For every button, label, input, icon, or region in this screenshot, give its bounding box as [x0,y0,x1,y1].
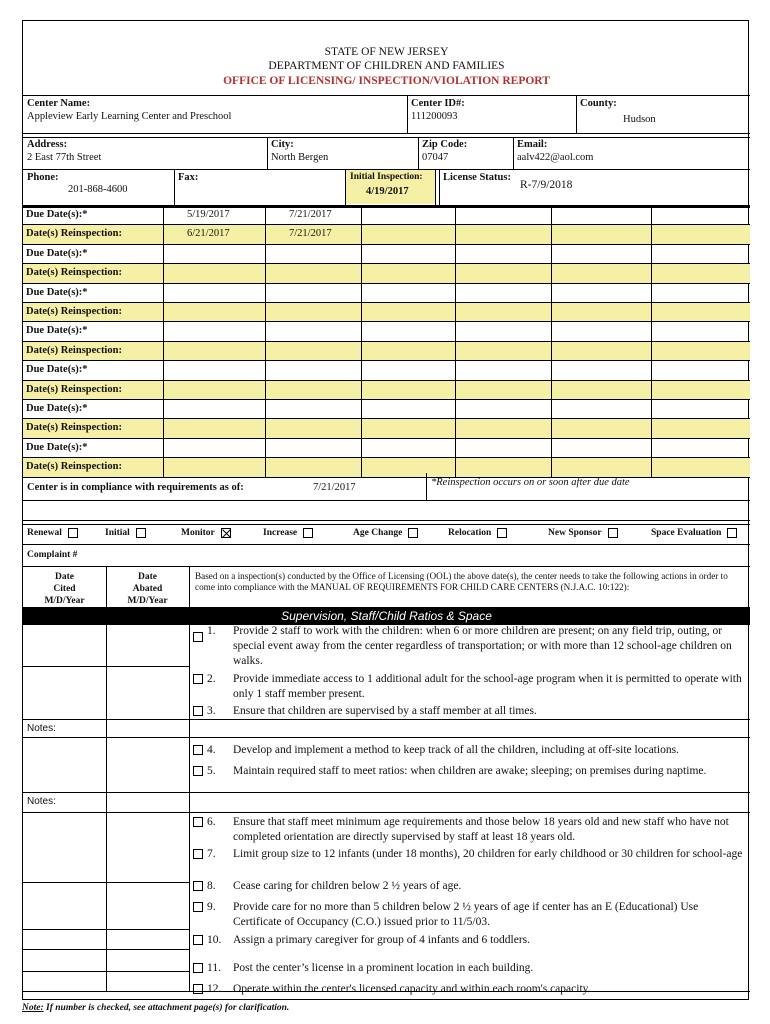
inspection-type-row [23,524,750,544]
type-initial [105,528,146,538]
item-number: 8. [207,880,216,892]
reinspection-row [23,224,750,243]
complaint-label: Complaint # [27,550,78,560]
phone-label: Phone: [27,172,59,183]
reinspection-label: Date(s) Reinspection: [26,461,122,473]
item-number: 12. [207,983,222,995]
checkbox-icon[interactable] [136,528,146,538]
section-title: Supervision, Staff/Child Ratios & Space [23,607,750,625]
type-label: Space Evaluation [651,528,722,539]
type-label: Renewal [27,528,62,539]
date-cell[interactable]: 6/21/2017 [187,228,230,240]
reinspection-row [23,263,750,282]
notes-label-1: Notes: [27,723,56,734]
checkbox-icon[interactable] [193,984,203,994]
due-date-row [23,244,750,263]
due-date-label: Due Date(s):* [26,325,88,337]
item-number: 7. [207,848,216,860]
checkbox-icon[interactable] [303,528,313,538]
checkbox-icon[interactable] [193,902,203,912]
reinspection-label: Date(s) Reinspection: [26,383,122,395]
date-abated-header: Date Abated M/D/Year [127,572,168,606]
notes-label-2: Notes: [27,796,56,807]
item-text: Cease caring for children below 2 ½ years of age. [233,880,462,892]
due-date-row [23,438,750,457]
due-date-row [23,321,750,340]
compliance-label: Center is in compliance with requirements as of: [27,482,244,493]
due-date-label: Due Date(s):* [26,209,88,220]
checkbox-icon[interactable] [193,963,203,973]
date-cell[interactable]: 5/19/2017 [187,209,230,220]
initial-inspection-date[interactable]: 4/19/2017 [366,186,409,197]
initial-inspection-label: Initial Inspection: [350,172,423,182]
header-department: DEPARTMENT OF CHILDREN AND FAMILIES [268,60,505,72]
checkbox-icon[interactable] [408,528,418,538]
type-space-evaluation [651,528,737,538]
header-report-title: OFFICE OF LICENSING/ INSPECTION/VIOLATION REPORT [223,75,550,87]
checkbox-icon[interactable] [68,528,78,538]
item-number: 6. [207,816,216,828]
item-text: Maintain required staff to meet ratios: when children are awake; sleeping; on premises during naptime. [233,765,707,777]
due-date-label: Due Date(s):* [26,364,88,376]
checkbox-icon[interactable] [193,745,203,755]
due-date-label: Due Date(s):* [26,441,88,453]
checkbox-icon[interactable] [193,674,203,684]
type-relocation [448,528,507,538]
reinspection-row [23,302,750,321]
type-label: Relocation [448,528,492,539]
report-form [22,20,749,1000]
checkbox-icon[interactable] [608,528,618,538]
item-text: Limit group size to 12 infants (under 18 months), 20 children for early childhood or 30 children for school-age [233,848,743,860]
checkbox-icon[interactable] [221,528,231,538]
center-name-label: Center Name: [27,98,91,109]
item-number: 9. [207,901,216,913]
date-cited-header: Date Cited M/D/Year [44,572,85,606]
inspection-intro: Based on a inspection(s) conducted by the Office of Licensing (OOL) the above date(s), the center needs to take the following actions in order to come into compliance with the MANUAL OF REQUIREMENTS FOR CHILD CARE CENTERS (N.J.A.C. 10:122): [195,571,728,592]
center-id-value[interactable]: 111200093 [411,111,458,122]
item-number: 11. [207,962,221,974]
city-value[interactable]: North Bergen [271,152,329,163]
item-text: Provide care for no more than 5 children below 2 ½ years of age if center has an E (Educational) Use Certificate of Occupancy (C.O.) issued prior to 11/5/03. [233,901,699,928]
type-age-change [353,528,418,538]
checkbox-icon[interactable] [497,528,507,538]
reinspection-row [23,418,750,437]
center-id-label: Center ID#: [411,98,465,109]
type-renewal [27,528,78,538]
due-date-row [23,399,750,418]
center-name-value[interactable]: Appleview Early Learning Center and Preschool [27,111,232,122]
reinspection-label: Date(s) Reinspection: [26,422,122,434]
item-text: Operate within the center's licensed capacity and within each room's capacity. [233,983,591,995]
address-value[interactable]: 2 East 77th Street [27,152,102,163]
date-cell[interactable]: 7/21/2017 [289,209,332,220]
due-date-label: Due Date(s):* [26,247,88,259]
due-date-row [23,283,750,302]
item-text: Assign a primary caregiver for group of 4 infants and 6 toddlers. [233,934,531,946]
footer-note: Note: If number is checked, see attachment page(s) for clarification. [22,1003,290,1013]
county-label: County: [580,98,617,109]
checkbox-icon[interactable] [193,817,203,827]
checkbox-icon[interactable] [193,632,203,642]
checkbox-icon[interactable] [727,528,737,538]
item-text: Ensure that children are supervised by a staff member at all times. [233,705,537,717]
reinspection-label: Date(s) Reinspection: [26,306,122,317]
due-date-row [23,205,750,224]
zip-label: Zip Code: [422,139,468,150]
checkbox-icon[interactable] [193,849,203,859]
checkbox-icon[interactable] [193,935,203,945]
reinspection-row [23,341,750,360]
item-number: 10. [207,934,222,946]
checkbox-icon[interactable] [193,881,203,891]
item-text: Provide immediate access to 1 additional adult for the school-age program when it is permitted to operate with only 1 staff member present. [233,673,742,700]
item-text: Ensure that staff meet minimum age requirements and those below 18 years old and new staff who have not completed orientation are directly supervised by staff at least 18 years old. [233,816,729,843]
due-date-row [23,360,750,379]
email-label: Email: [517,139,548,150]
type-increase [263,528,313,538]
type-monitor [181,528,231,538]
type-label: New Sponsor [548,528,602,539]
county-value[interactable]: Hudson [623,114,656,125]
address-label: Address: [27,139,68,150]
item-number: 4. [207,744,216,756]
compliance-date[interactable]: 7/21/2017 [313,482,356,493]
reinspection-note: *Reinspection occurs on or soon after due date [431,477,630,488]
reinspection-row [23,380,750,399]
fax-label: Fax: [178,172,199,183]
checkbox-icon[interactable] [193,766,203,776]
zip-value[interactable]: 07047 [422,152,449,163]
date-cell[interactable]: 7/21/2017 [289,228,332,240]
checkbox-icon[interactable] [193,706,203,716]
type-label: Initial [105,528,130,539]
email-value[interactable]: aalv422@aol.com [517,152,594,163]
item-text: Provide 2 staff to work with the children: when 6 or more children are present; on any field trip, outing, or special event away from the center regardless of transportation; or with more than 12 school-age children on walks. [233,625,732,667]
due-date-label: Due Date(s):* [26,403,88,414]
header-state: STATE OF NEW JERSEY [324,46,449,58]
license-status-label: License Status: [443,172,511,183]
license-status-value[interactable]: R-7/9/2018 [520,179,573,191]
reinspection-label: Date(s) Reinspection: [26,228,122,240]
type-label: Monitor [181,528,215,539]
item-text: Develop and implement a method to keep track of all the children, including at off-site locations. [233,744,679,756]
type-label: Increase [263,528,298,539]
item-number: 5. [207,765,216,777]
item-number: 3. [207,705,216,717]
city-label: City: [271,139,294,150]
item-number: 1. [207,625,216,637]
reinspection-label: Date(s) Reinspection: [26,344,122,356]
reinspection-label: Date(s) Reinspection: [26,267,122,279]
type-new-sponsor [548,528,618,538]
item-number: 2. [207,673,216,685]
phone-value[interactable]: 201-868-4600 [68,184,128,195]
type-label: Age Change [353,528,403,539]
reinspection-row [23,457,750,476]
due-date-label: Due Date(s):* [26,286,88,298]
item-text: Post the center’s license in a prominent location in each building. [233,962,534,974]
